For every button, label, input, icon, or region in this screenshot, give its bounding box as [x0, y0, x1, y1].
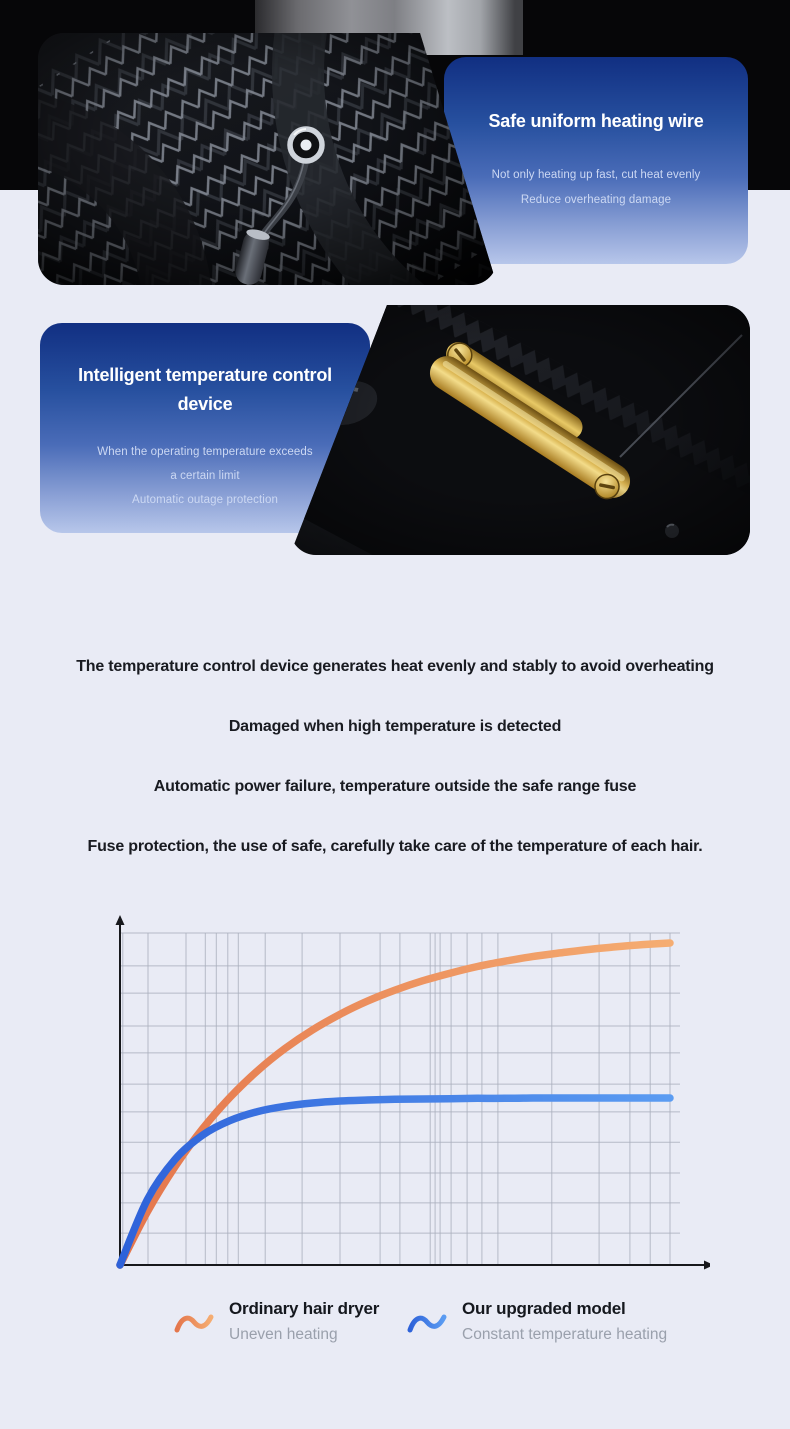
- paragraph-line: Damaged when high temperature is detected: [228, 718, 562, 735]
- legend-description: Uneven heating: [229, 1326, 338, 1343]
- feature-card-title: Intelligent temperature control device: [78, 365, 332, 414]
- description-paragraphs: [0, 637, 790, 877]
- heating-wire-photo: [38, 33, 497, 285]
- feature-card-line: a certain limit: [170, 470, 240, 482]
- feature-card-subtext: [444, 163, 748, 213]
- paragraph-line: Automatic power failure, temperature outside the safe range fuse: [153, 778, 637, 795]
- feature-card-line: Not only heating up fast, cut heat evenly: [491, 169, 701, 181]
- feature-card-title: Safe uniform heating wire: [488, 111, 704, 131]
- wire-eyelet: [290, 129, 322, 161]
- feature-card-line: Reduce overheating damage: [520, 194, 672, 206]
- heating-wire-illustration: [38, 33, 497, 285]
- temperature-comparison-chart: [110, 912, 710, 1282]
- chart-canvas: [110, 912, 710, 1282]
- blue-wave-icon: [406, 1306, 448, 1338]
- legend-label: Our upgraded model: [462, 1299, 626, 1318]
- legend-item-ordinary: [173, 1296, 379, 1347]
- legend-label: Ordinary hair dryer: [229, 1299, 380, 1318]
- paragraph-line: Fuse protection, the use of safe, carefully take care of the temperature of each hair.: [87, 838, 703, 855]
- legend-description: Constant temperature heating: [462, 1326, 668, 1343]
- feature-card-line: When the operating temperature exceeds: [97, 446, 313, 458]
- series-curve-0: [120, 943, 670, 1265]
- feature-card-heating-wire: [444, 57, 748, 264]
- feature-card-line: Automatic outage protection: [132, 494, 278, 506]
- orange-wave-icon: [173, 1306, 215, 1338]
- paragraph-line: The temperature control device generates heat evenly and stably to avoid overheating: [76, 658, 714, 675]
- legend-item-upgraded: [406, 1296, 667, 1347]
